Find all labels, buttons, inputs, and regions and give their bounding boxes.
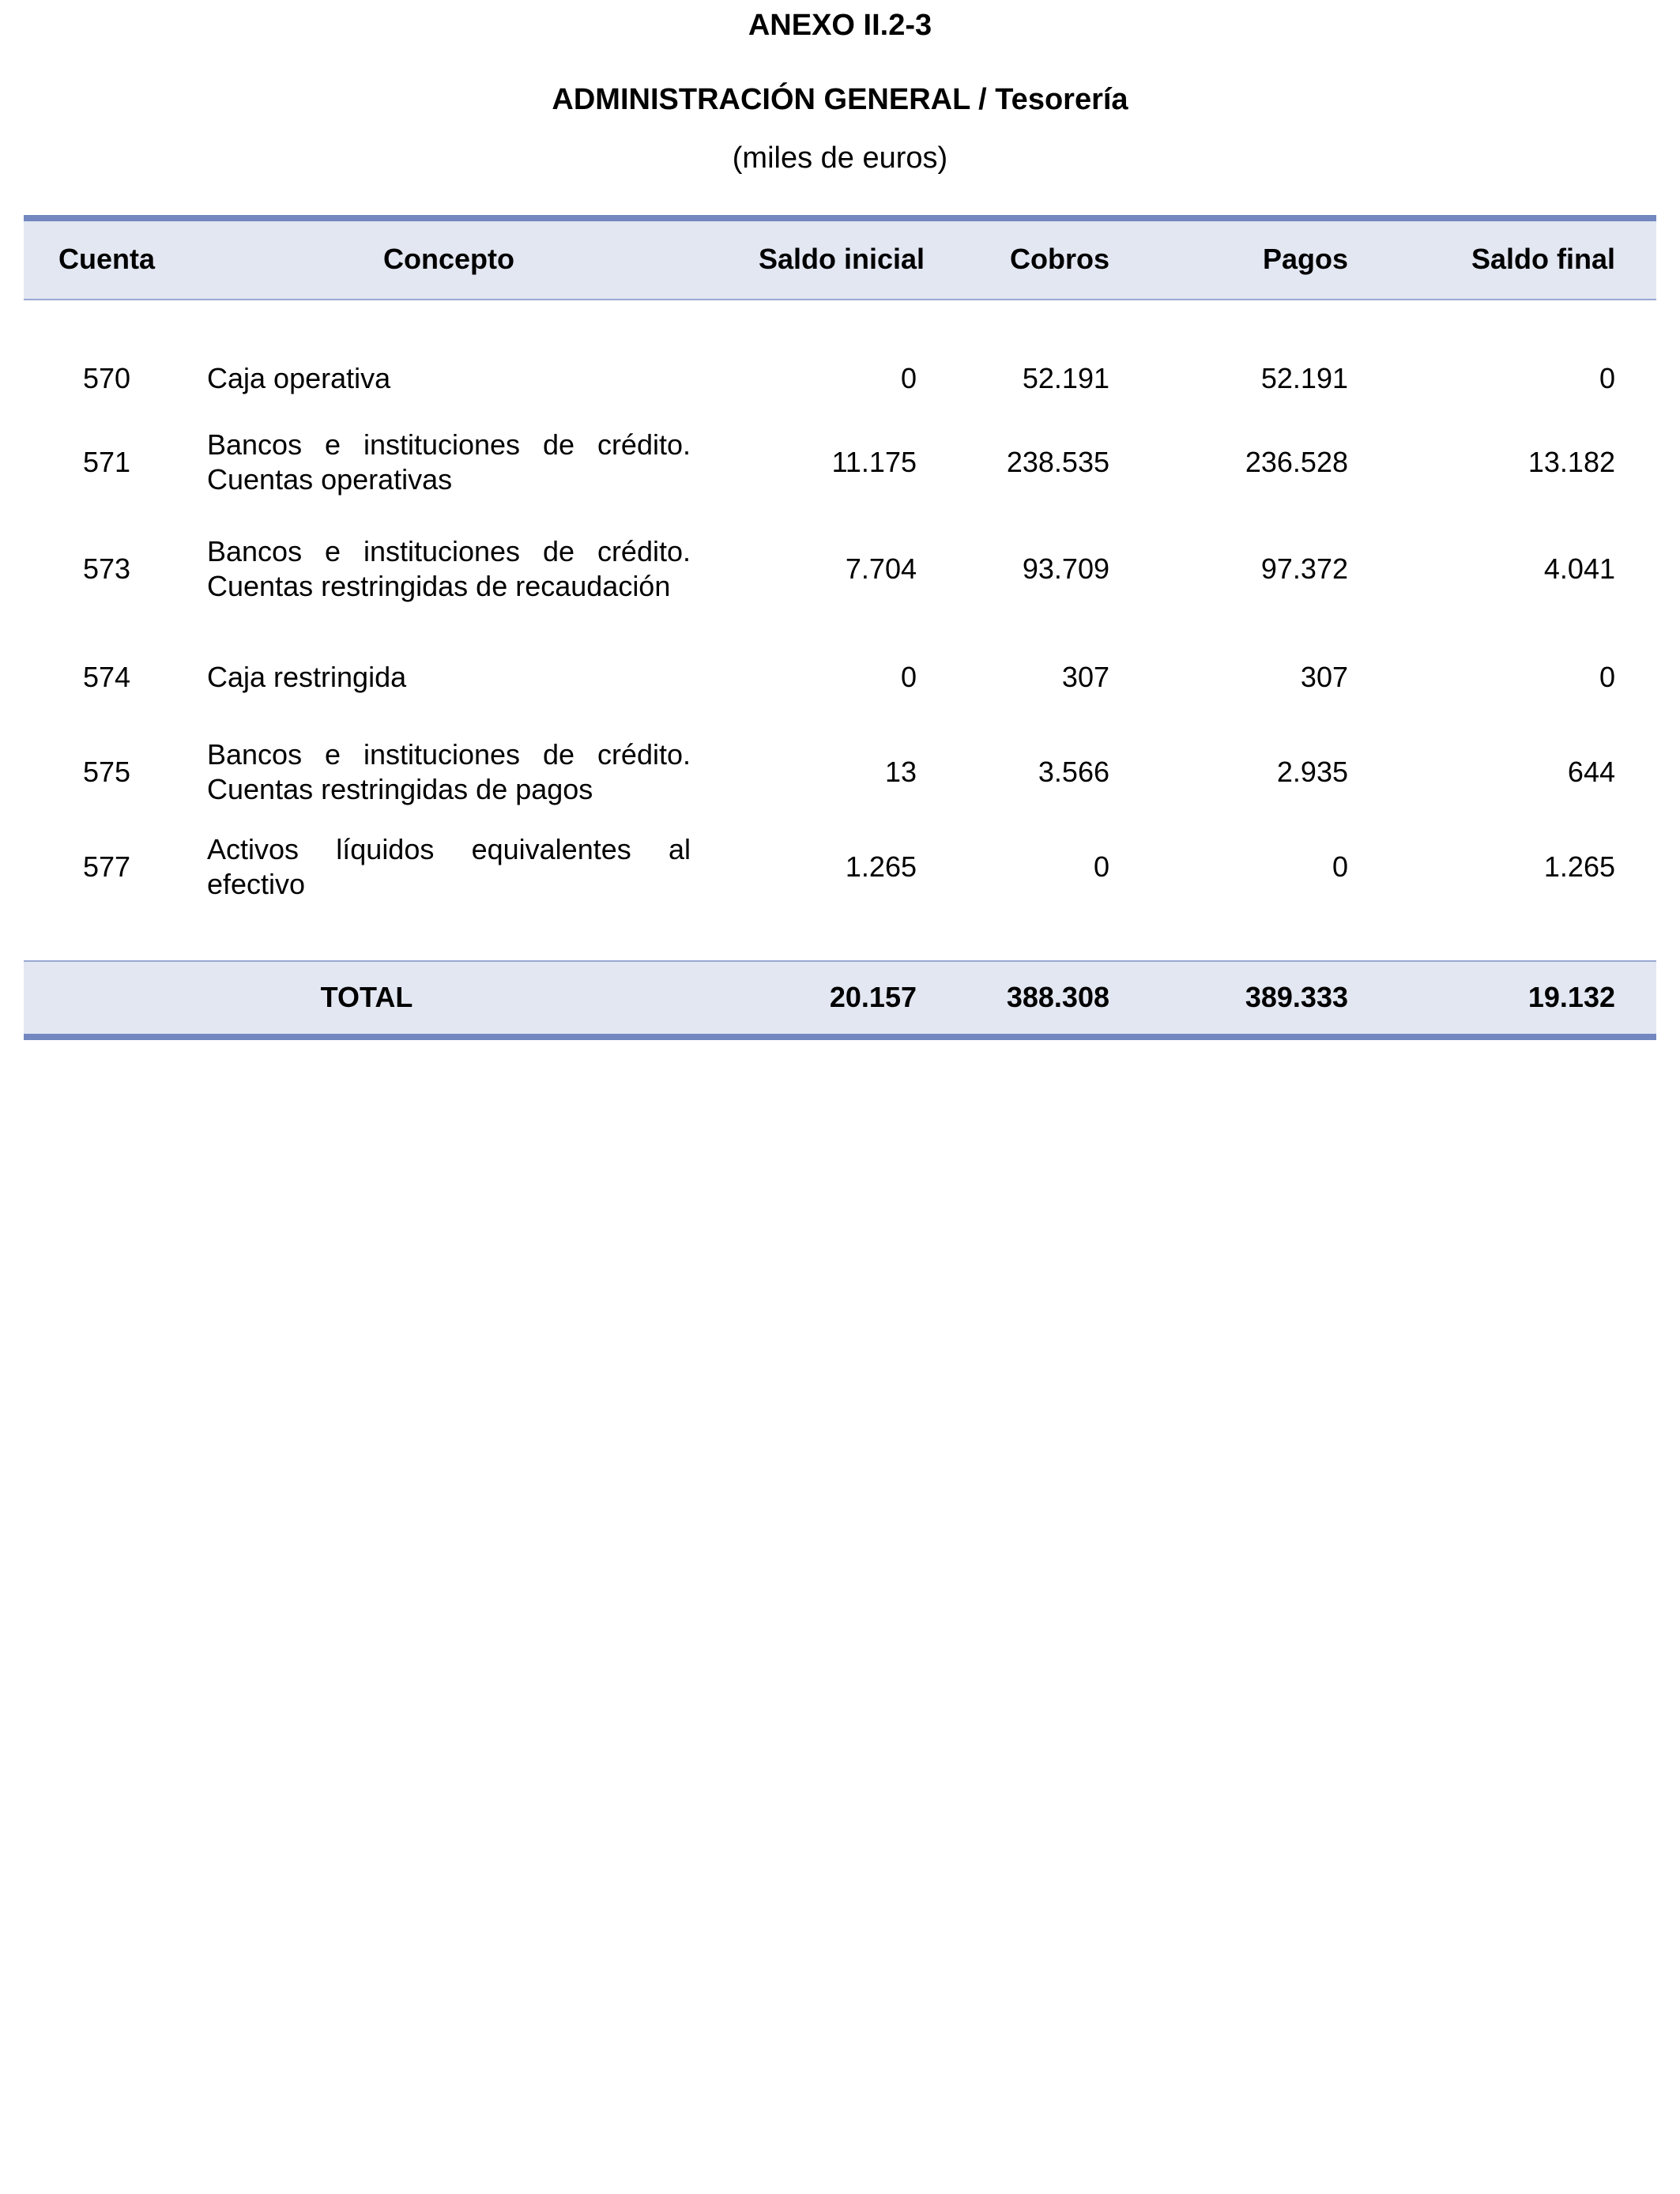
cobros-cell: 0 (1093, 850, 1109, 883)
saldo-inicial-cell: 7.704 (845, 552, 917, 585)
concepto-cell: Bancos e instituciones de crédito. Cuentas operativas (207, 428, 691, 496)
cobros-cell: 3.566 (1038, 756, 1109, 788)
total-pagos: 389.333 (1245, 981, 1348, 1013)
cuenta-cell: 573 (82, 552, 131, 585)
column-header-pagos: Pagos (1262, 243, 1348, 275)
saldo-final-cell: 644 (1567, 756, 1615, 788)
table-bottom-rule (24, 1034, 1656, 1040)
concepto-cell: Caja operativa (207, 362, 391, 394)
total-label: TOTAL (320, 981, 413, 1013)
saldo-inicial-cell: 13 (884, 756, 917, 788)
cuenta-cell: 575 (82, 756, 131, 788)
concepto-cell: Activos líquidos equivalentes al efectivo (207, 833, 691, 900)
concepto-cell: Bancos e instituciones de crédito. Cuentas restringidas de recaudación (207, 535, 691, 602)
total-top-rule (24, 960, 1656, 962)
pagos-cell: 307 (1300, 661, 1348, 693)
saldo-final-cell: 1.265 (1543, 850, 1615, 883)
saldo-inicial-cell: 0 (900, 362, 917, 394)
concepto-cell: Bancos e instituciones de crédito. Cuentas restringidas de pagos (207, 738, 691, 805)
cuenta-cell: 574 (82, 661, 131, 693)
cobros-cell: 307 (1061, 661, 1109, 693)
table-header-rule (24, 299, 1656, 300)
column-header-concepto: Concepto (383, 243, 514, 275)
cobros-cell: 238.535 (1006, 446, 1109, 478)
total-saldo-final: 19.132 (1527, 981, 1615, 1013)
cobros-cell: 93.709 (1022, 552, 1109, 585)
saldo-inicial-cell: 1.265 (845, 850, 917, 883)
total-cobros: 388.308 (1006, 981, 1109, 1013)
annex-title: ANEXO II.2-3 (748, 9, 932, 42)
units-note: (miles de euros) (732, 141, 948, 175)
saldo-final-cell: 13.182 (1527, 446, 1615, 478)
pagos-cell: 2.935 (1276, 756, 1348, 788)
saldo-inicial-cell: 0 (900, 661, 917, 693)
saldo-final-cell: 4.041 (1543, 552, 1615, 585)
pagos-cell: 97.372 (1260, 552, 1348, 585)
pagos-cell: 52.191 (1260, 362, 1348, 394)
cuenta-cell: 570 (82, 362, 131, 394)
column-header-saldo-final: Saldo final (1471, 243, 1615, 275)
column-header-cobros: Cobros (1010, 243, 1109, 275)
column-header-saldo-inicial: Saldo inicial (758, 243, 925, 275)
saldo-final-cell: 0 (1599, 661, 1615, 693)
saldo-inicial-cell: 11.175 (831, 446, 917, 478)
cuenta-cell: 571 (82, 446, 131, 478)
document-title: ADMINISTRACIÓN GENERAL / Tesorería (552, 83, 1128, 116)
total-saldo-inicial: 20.157 (829, 981, 917, 1013)
cobros-cell: 52.191 (1022, 362, 1109, 394)
pagos-cell: 0 (1332, 850, 1348, 883)
pagos-cell: 236.528 (1245, 446, 1348, 478)
concepto-cell: Caja restringida (207, 661, 407, 693)
cuenta-cell: 577 (82, 850, 131, 883)
table-top-rule (24, 215, 1656, 221)
saldo-final-cell: 0 (1599, 362, 1615, 394)
column-header-cuenta: Cuenta (58, 243, 155, 275)
